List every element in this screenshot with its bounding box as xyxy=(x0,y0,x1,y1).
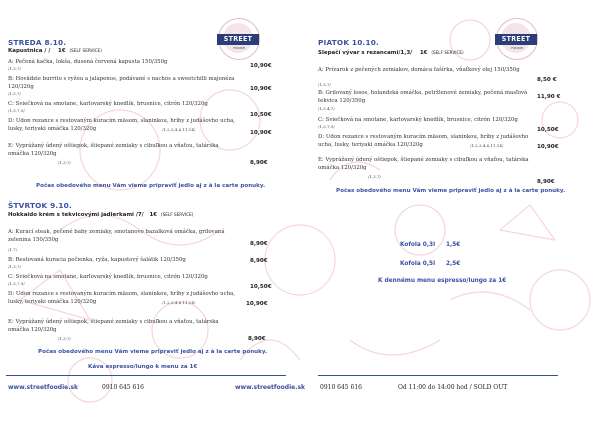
allergens: /1,3,7,9/ xyxy=(8,281,25,286)
opening-hours: Od 11:00 do 14:00 hod / SOLD OUT xyxy=(398,384,508,391)
allergens: /1,2,3,4,6,11,14/ xyxy=(162,300,196,305)
soup-price: 1€ xyxy=(149,212,158,218)
soup-name: Hokkaido krém s tekvicovými jadierkami /7/ xyxy=(8,212,144,218)
phone-number: 0910 645 616 xyxy=(320,384,362,391)
item-price: 10,90€ xyxy=(250,86,272,92)
menu-item: E: Vyprážaný údený oštiepok, štiepané zemiaky s cibuľkou a vňaťou, tatárska omáčka 120/320g xyxy=(8,319,219,333)
menu-item: A: Kurací steak, pečené baby zemiaky, smotanovo bazalková omáčka, grilovaná zelenina 150/350g xyxy=(8,229,225,243)
item-price: 10,90€ xyxy=(246,301,268,307)
allergens: /1,7/ xyxy=(8,247,18,252)
menu-item: E: Vyprážaný údený oštiepok, štiepané zemiaky s cibuľkou a vňaťou, tatárska omáčka 120/320g xyxy=(8,143,219,157)
allergens: /1,3,7,9/ xyxy=(318,124,335,129)
soup-note: (SELF SERVICE) xyxy=(160,212,194,217)
item-price: 11,90 € xyxy=(537,94,561,100)
street-foodie-logo: STREET FOODIE xyxy=(218,18,260,60)
allergens: /1,2,3,4,6,11,14/ xyxy=(470,143,504,148)
day-title: ŠTVRTOK 9.10. xyxy=(8,201,72,210)
allergens: /1,3,7/ xyxy=(8,264,21,269)
drink-price: 1,5€ xyxy=(446,242,461,248)
allergens: /1,3,7/ xyxy=(318,82,331,87)
allergens: /1,3,7/ xyxy=(8,66,21,71)
soup-price: 1€ xyxy=(419,50,428,56)
menu-item: C: Sviečková na smotane, karlovarský knedlík, brusnice, citrón 120/320g xyxy=(8,274,208,280)
menu-item: B: Grilovaný losos, holandská omáčka, petržlenové zemiaky, pečená masľová tekvica 120/350g xyxy=(318,90,528,104)
allergens: /1,3,7/ xyxy=(58,336,71,341)
soup-line xyxy=(318,50,464,56)
allergens: /1,2,3,4,6,11,14/ xyxy=(162,127,196,132)
allergens: /1,3,7/ xyxy=(8,91,21,96)
item-price: 10,50€ xyxy=(250,284,272,290)
allergens: /1,3,7,9/ xyxy=(8,108,25,113)
espresso-note: K dennému menu espresso/lungo za 1€ xyxy=(378,278,507,284)
item-price: 8,50 € xyxy=(537,77,557,83)
allergens: /1,3,7/ xyxy=(368,174,381,179)
menu-item: C: Sviečková na smotane, karlovarský knedlík, brusnice, citrón 120/320g xyxy=(8,101,208,107)
menu-item: B: Restovaná kuracia pečienka, ryža, kapustový šalátik 120/350g xyxy=(8,257,186,263)
soup-line xyxy=(8,212,193,218)
soup-price: 1€ xyxy=(58,48,66,54)
day-title: PIATOK 10.10. xyxy=(318,38,379,47)
item-price: 10,50€ xyxy=(537,127,559,133)
menu-item: A: Pečená kačka, lokša, dusená červená kapusta 150/350g xyxy=(8,59,168,65)
soup-name: Kapustnica / / xyxy=(8,48,51,54)
soup-note: (SELF SERVICE) xyxy=(431,50,464,55)
drink-price: 2,5€ xyxy=(446,261,461,267)
item-price: 10,90€ xyxy=(250,63,272,69)
menu-item: D: Udon rezance s restovaným kuracím mäsom, slaninkou, hríby z judášovho ucha, lusky, teriyaki omáčka 120/320g xyxy=(8,118,235,132)
item-price: 8,90€ xyxy=(248,336,266,342)
a-la-carte-note: Počas obedového menu Vám vieme pripraviť jedlo aj z à la carte ponuky. xyxy=(336,188,566,194)
item-price: 8,90€ xyxy=(250,258,268,264)
a-la-carte-note: Počas obedového menu Vám vieme pripraviť jedlo aj z à la carte ponuky. xyxy=(36,183,266,189)
espresso-note: Káva espresso/lungo k menu za 1€ xyxy=(88,364,198,370)
menu-item: C: Sviečková na smotane, karlovarský knedlík, brusnice, citrón 120/320g xyxy=(318,117,518,123)
menu-item: B: Hovädzie burrito s ryžou a jalapenos, podávané s nachos a sweetchilli majonéza 120/320g xyxy=(8,76,235,90)
allergens: /1,3,4,7/ xyxy=(318,106,335,111)
soup-line xyxy=(8,48,102,54)
drink-name: Kofola 0,3l xyxy=(400,242,436,248)
day-title: STREDA 8.10. xyxy=(8,38,67,47)
menu-item: D: Udon rezance s restovaným kuracím mäsom, slaninkou, hríby z judášovho ucha, lusky, teriyaki omáčka 120/320g xyxy=(8,291,235,305)
item-price: 8,90€ xyxy=(537,179,555,185)
item-price: 8,90€ xyxy=(250,241,268,247)
drink-name: Kofola 0,5l xyxy=(400,261,436,267)
menu-item: D: Udon rezance s restovaným kuracím mäsom, slaninkou, hríby z judášovho ucha, lusky, teriyaki omáčka 120/320g xyxy=(318,134,529,148)
street-foodie-logo: STREET FOODIE xyxy=(496,18,538,60)
website-link[interactable]: www.streetfoodie.sk xyxy=(235,384,306,391)
allergens: /1,3,7/ xyxy=(58,160,71,165)
menu-item: E: Vyprážaný údený oštiepok, štiepané zemiaky s cibuľkou a vňaťou, tatárska omáčka 120/320g xyxy=(318,157,529,171)
menu-item: A: Prívarok z pečených zemiakov, domáca fašírka, vňaťkový olej 150/350g xyxy=(318,67,520,73)
phone-number: 0910 645 616 xyxy=(102,384,144,391)
footer-divider xyxy=(6,375,286,376)
website-link[interactable]: www.streetfoodie.sk xyxy=(8,384,79,391)
item-price: 10,90€ xyxy=(250,130,272,136)
soup-note: (SELF SERVICE) xyxy=(69,48,102,53)
item-price: 8,90€ xyxy=(250,160,268,166)
item-price: 10,90€ xyxy=(537,144,559,150)
footer-divider xyxy=(318,375,558,376)
item-price: 10,50€ xyxy=(250,112,272,118)
soup-name: Slepačí vývar s rezancami/1,3/ xyxy=(318,50,413,56)
a-la-carte-note: Počas obedového menu Vám vieme pripraviť jedlo aj z à la carte ponuky. xyxy=(38,349,268,355)
